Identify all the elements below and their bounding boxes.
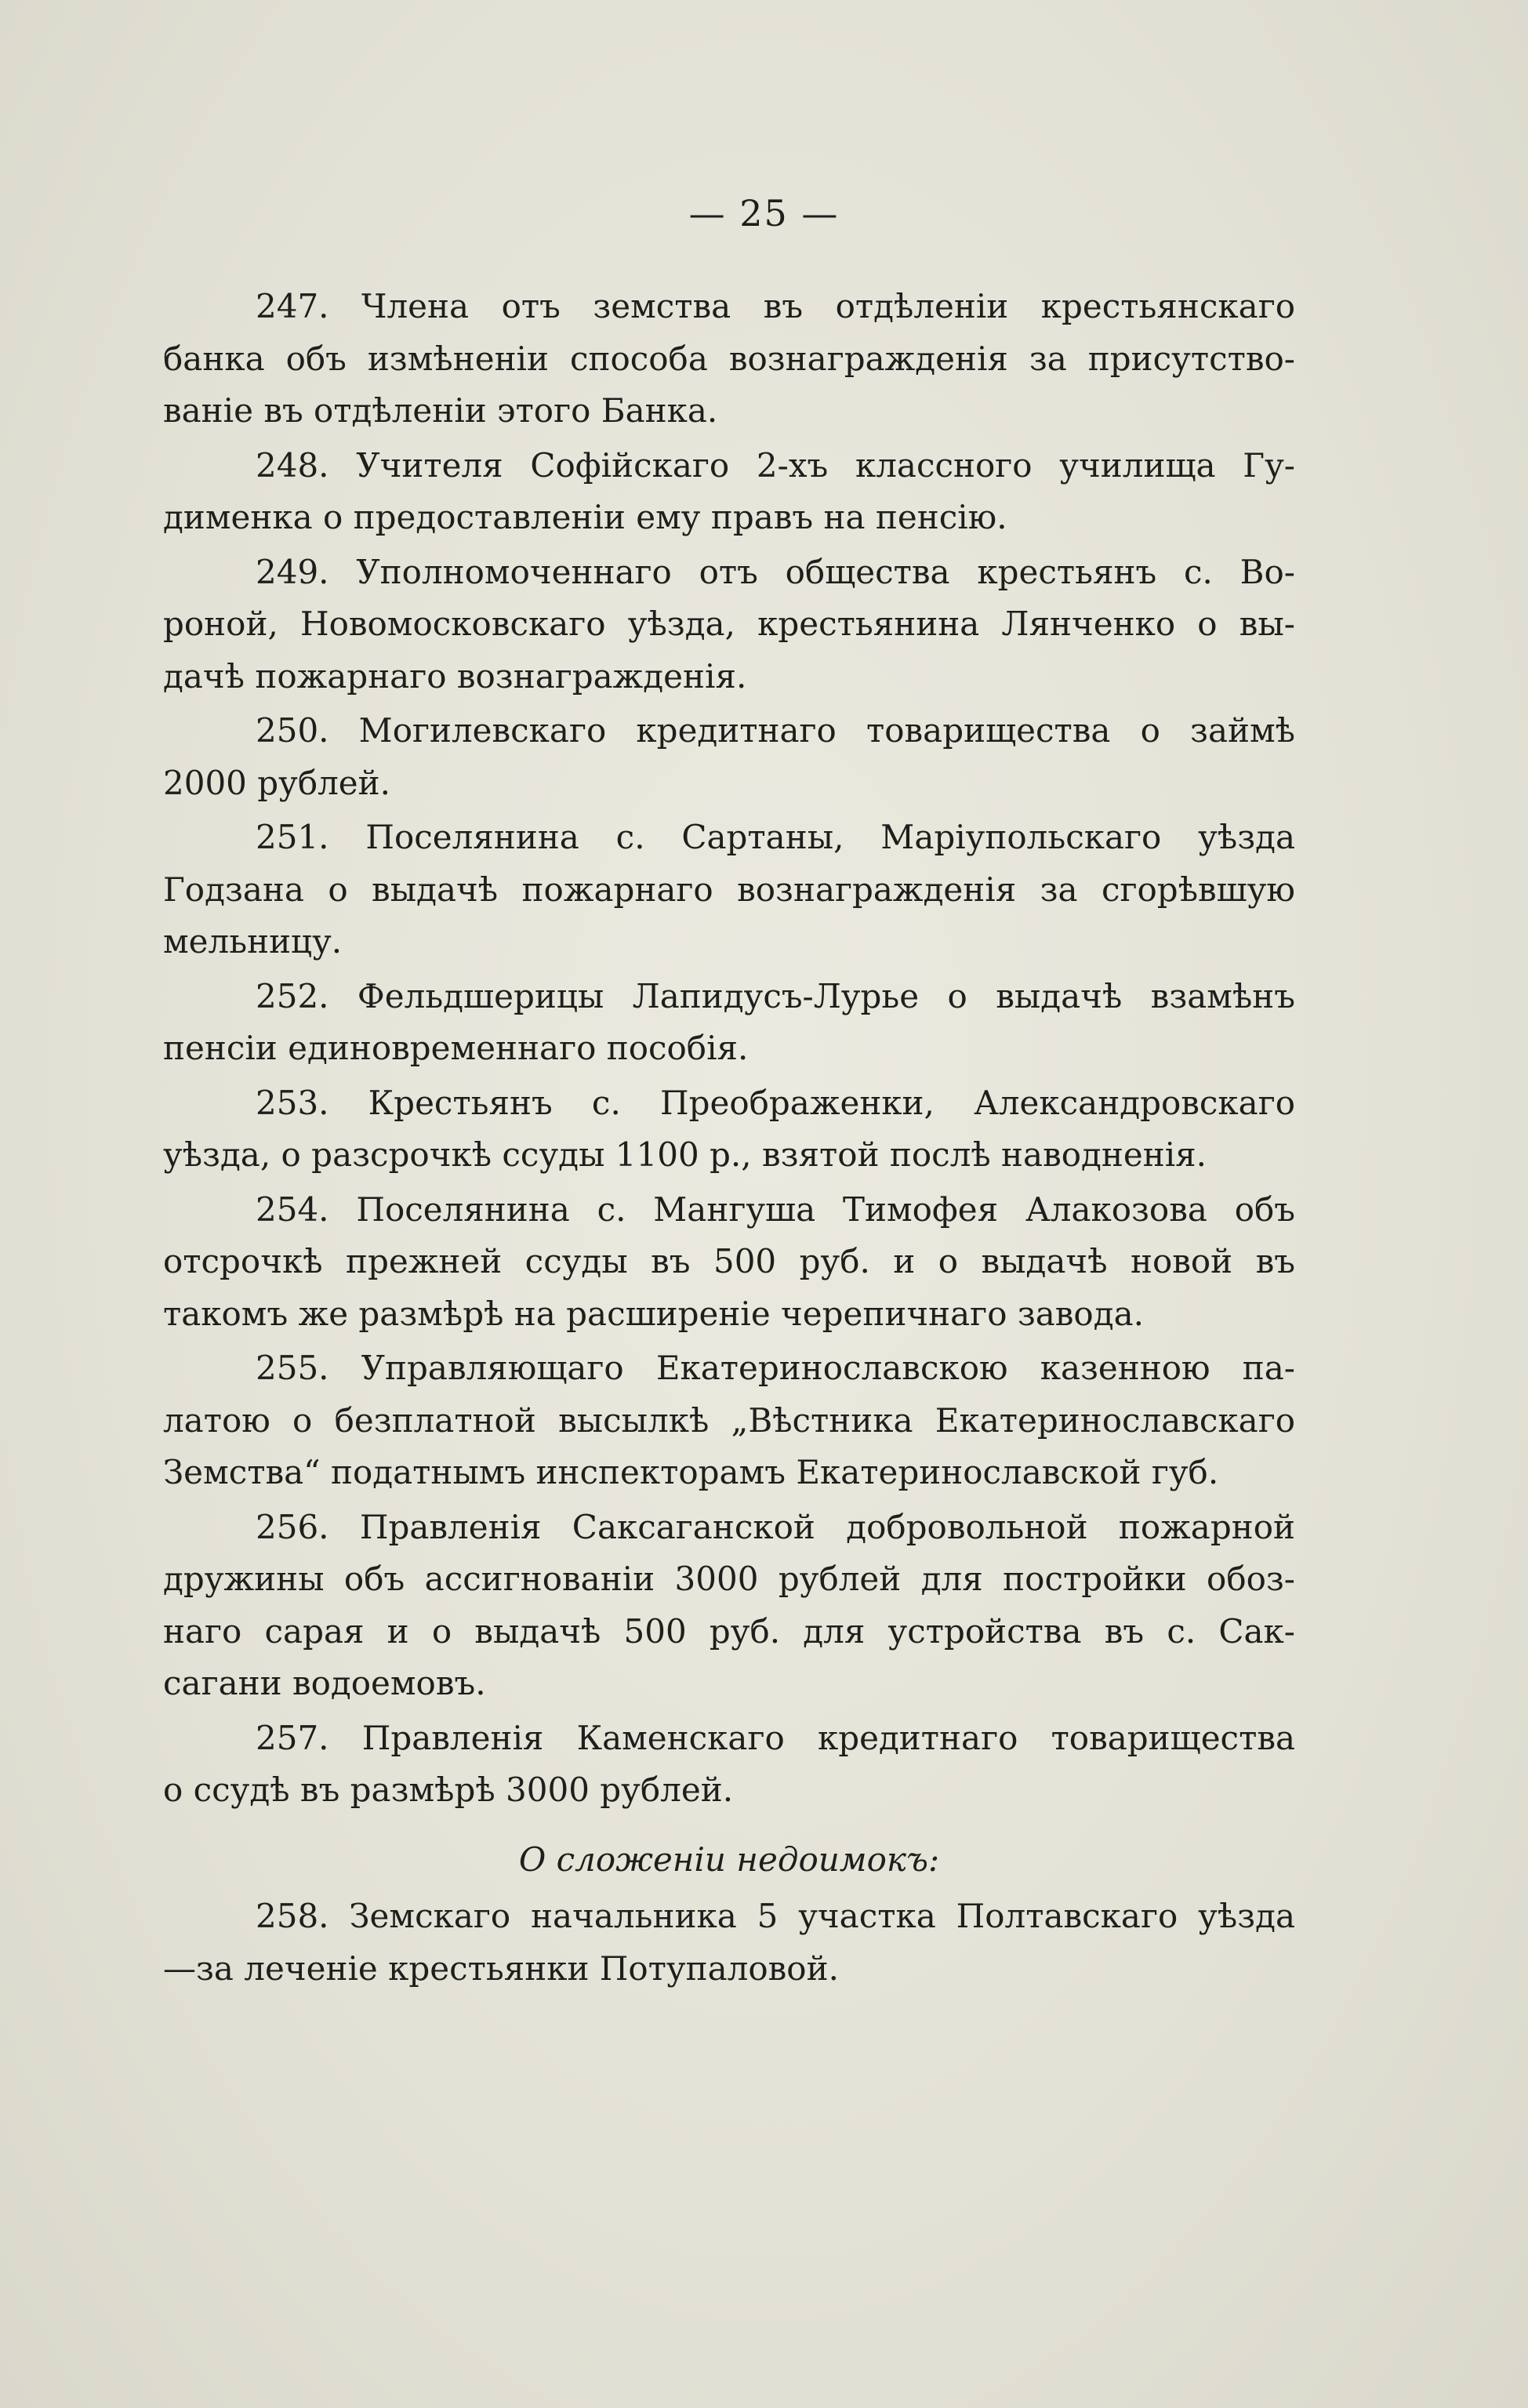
entry-257 — [163, 1712, 1295, 1817]
entry-line: 256. Правленiя Саксаганской добровольной пожарной — [256, 1507, 1295, 1546]
entry-253 — [163, 1077, 1295, 1182]
entry-line: 251. Поселянина с. Сартаны, Марiупольскаго уѣзда — [256, 818, 1295, 856]
entry-line: 257. Правленiя Каменскаго кредитнаго товарищества — [256, 1718, 1295, 1757]
entry-line: 2000 рублей. — [163, 763, 391, 802]
entry-254 — [163, 1184, 1295, 1341]
entry-249 — [163, 547, 1295, 703]
entry-line: 247. Члена отъ земства въ отдѣленiи крестьянскаго — [256, 287, 1295, 325]
entry-line: 254. Поселянина с. Мангуша Тимофея Алакозова объ — [256, 1189, 1295, 1229]
entry-248 — [163, 440, 1295, 544]
entry-line: уѣзда, о разсрочкѣ ссуды 1100 р., взятой послѣ наводненiя. — [163, 1135, 1207, 1174]
entry-line: сагани водоемовъ. — [163, 1664, 486, 1702]
entry-251 — [163, 812, 1295, 968]
entry-258 — [163, 1890, 1295, 1995]
entry-line: латою о безплатной высылкѣ „Вѣстника Екатеринославскаго — [163, 1400, 1295, 1440]
entry-line: наго сарая и о выдачѣ 500 руб. для устройства въ с. Сак- — [163, 1611, 1295, 1651]
entry-line: 248. Учителя Софiйскаго 2-хъ классного училища Гу- — [256, 445, 1295, 485]
entry-line: 249. Уполномоченнаго отъ общества крестьянъ с. Во- — [256, 552, 1295, 591]
entry-line: Годзана о выдачѣ пожарнаго вознагражденiя за сгорѣвшую — [163, 870, 1295, 909]
section-heading: О сложенiи недоимокъ: — [518, 1840, 940, 1879]
entry-line: 250. Могилевскаго кредитнаго товарищества о займѣ — [256, 711, 1295, 750]
entry-line: такомъ же размѣрѣ на расширенiе черепичнаго завода. — [163, 1294, 1144, 1333]
entry-line: пенсiи единовременнаго пособiя. — [163, 1029, 749, 1067]
entry-247 — [163, 281, 1295, 438]
entry-line: —за леченiе крестьянки Потупаловой. — [163, 1949, 839, 1988]
document-body — [163, 281, 1295, 1995]
entry-line: Земства“ податнымъ инспекторамъ Екатеринославской губ. — [163, 1453, 1219, 1491]
entry-252 — [163, 971, 1295, 1075]
entry-255 — [163, 1342, 1295, 1499]
entry-line: ванiе въ отдѣленiи этого Банка. — [163, 391, 718, 430]
entry-line: о ссудѣ въ размѣрѣ 3000 рублей. — [163, 1771, 734, 1809]
entry-line: 252. Фельдшерицы Лапидусъ-Лурье о выдачѣ взамѣнъ — [256, 976, 1295, 1015]
entry-line: 253. Крестьянъ с. Преображенки, Александровскаго — [256, 1083, 1295, 1122]
entry-line: дружины объ ассигнованiи 3000 рублей для постройки обоз- — [163, 1560, 1295, 1598]
entry-256 — [163, 1502, 1295, 1710]
entry-line: отсрочкѣ прежней ссуды въ 500 руб. и о выдачѣ новой въ — [163, 1242, 1295, 1280]
entry-line: роной, Новомосковскаго уѣзда, крестьянина Лянченко о вы- — [163, 605, 1295, 643]
entry-line: банка объ измѣненiи способа вознагражденiя за присутство- — [163, 339, 1295, 378]
entry-line: 258. Земскаго начальника 5 участка Полтавскаго уѣзда — [256, 1897, 1295, 1935]
page-number: — 25 — — [688, 192, 840, 234]
entry-line: мельницу. — [163, 922, 343, 961]
entry-250 — [163, 705, 1295, 809]
entry-line: дименка о предоставленiи ему правъ на пенсiю. — [163, 498, 1007, 536]
entry-line: дачѣ пожарнаго вознагражденiя. — [163, 656, 747, 696]
entry-line: 255. Управляющаго Екатеринославскою казенною па- — [256, 1349, 1295, 1387]
